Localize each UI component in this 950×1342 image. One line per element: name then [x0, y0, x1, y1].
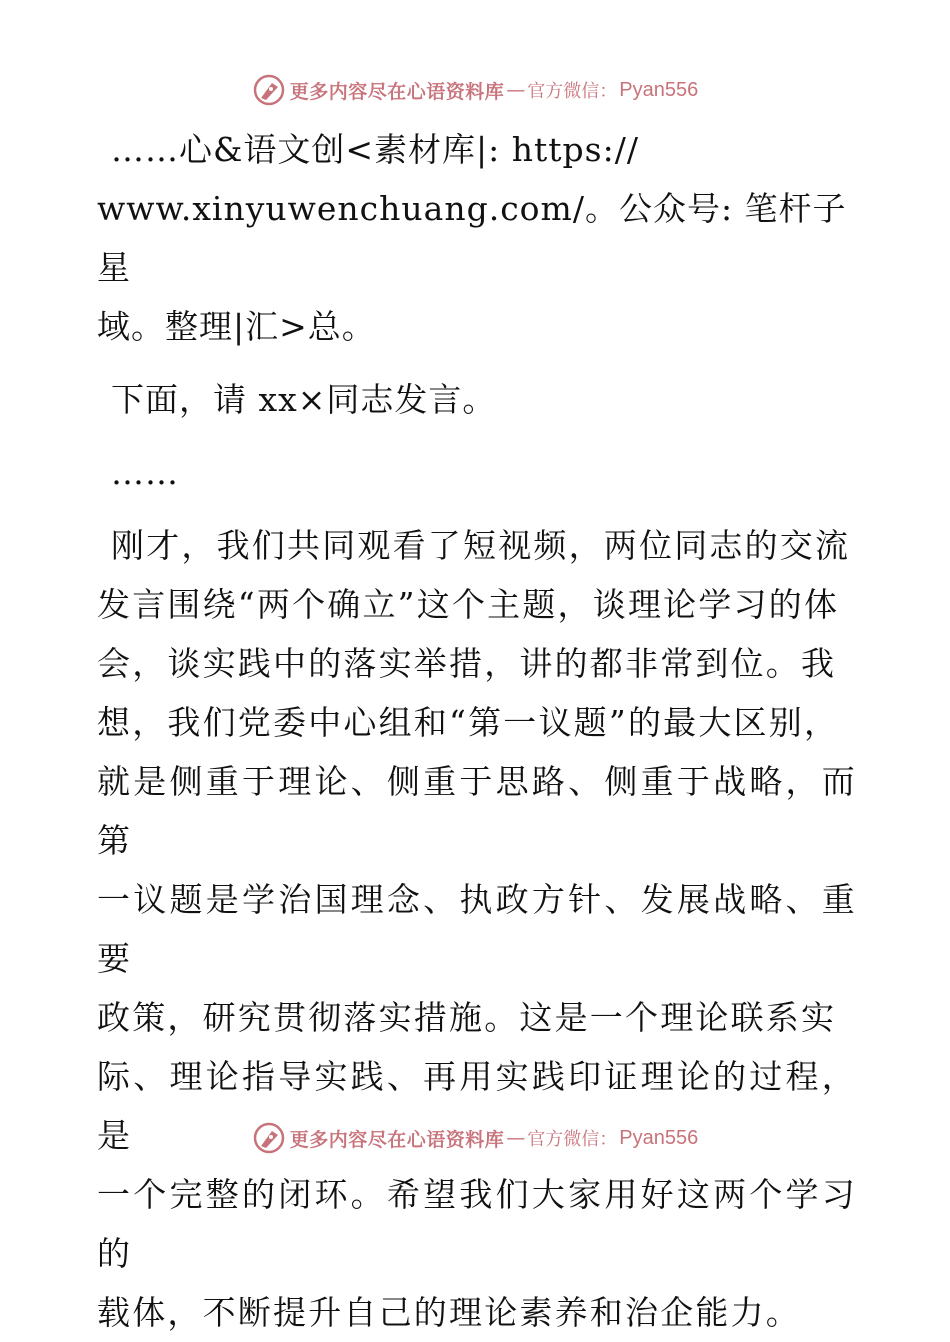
body-line: 发言围绕“两个确立”这个主题，谈理论学习的体	[97, 585, 840, 624]
body-line: 际、理论指导实践、再用实践印证理论的过程，是	[97, 1057, 857, 1155]
watermark-label: 官方微信：	[527, 1129, 618, 1150]
footer-watermark	[0, 1118, 950, 1158]
paragraph-ellipsis: ……	[111, 453, 179, 492]
header-watermark	[0, 70, 950, 110]
body-line: 政策，研究贯彻落实措施。这是一个理论联系实	[97, 998, 837, 1037]
body-line: 一个完整的闭环。希望我们大家用好这两个学习的	[97, 1175, 857, 1273]
watermark-text: 更多内容尽在心语资料库	[289, 80, 505, 103]
body-line: 一议题是学治国理念、执政方针、发展战略、重要	[97, 880, 857, 978]
watermark-dash: —	[506, 79, 526, 101]
body-line: 就是侧重于理论、侧重于思路、侧重于战略，而第	[97, 762, 857, 860]
body-line: 想，我们党委中心组和“第一议题”的最大区别，	[97, 703, 840, 742]
body-line: 载体，不断提升自己的理论素养和治企能力。	[97, 1293, 801, 1332]
intro-line-2: www.xinyuwenchuang.com/。公众号: 笔杆子星	[97, 189, 847, 287]
intro-line-3: 域。整理|汇>总。	[97, 307, 376, 346]
intro-line-1: ……心&语文创<素材库|: https://	[111, 130, 639, 169]
watermark-text: 更多内容尽在心语资料库	[289, 1128, 505, 1151]
watermark-wechat-id: Pyan556	[619, 78, 699, 101]
body-line: 刚才，我们共同观看了短视频，两位同志的交流	[111, 526, 851, 565]
pen-nib-logo-icon	[252, 73, 286, 107]
body-line: 会，谈实践中的落实举措，讲的都非常到位。我	[97, 644, 837, 683]
document-body	[97, 120, 857, 1342]
paragraph-speaker: 下面，请 xx×同志发言。	[111, 380, 497, 419]
watermark-wechat-id: Pyan556	[619, 1126, 699, 1149]
main-paragraph	[97, 516, 857, 1342]
watermark-label: 官方微信：	[527, 81, 618, 102]
pen-nib-logo-icon	[252, 1121, 286, 1155]
watermark-dash: —	[506, 1127, 526, 1149]
